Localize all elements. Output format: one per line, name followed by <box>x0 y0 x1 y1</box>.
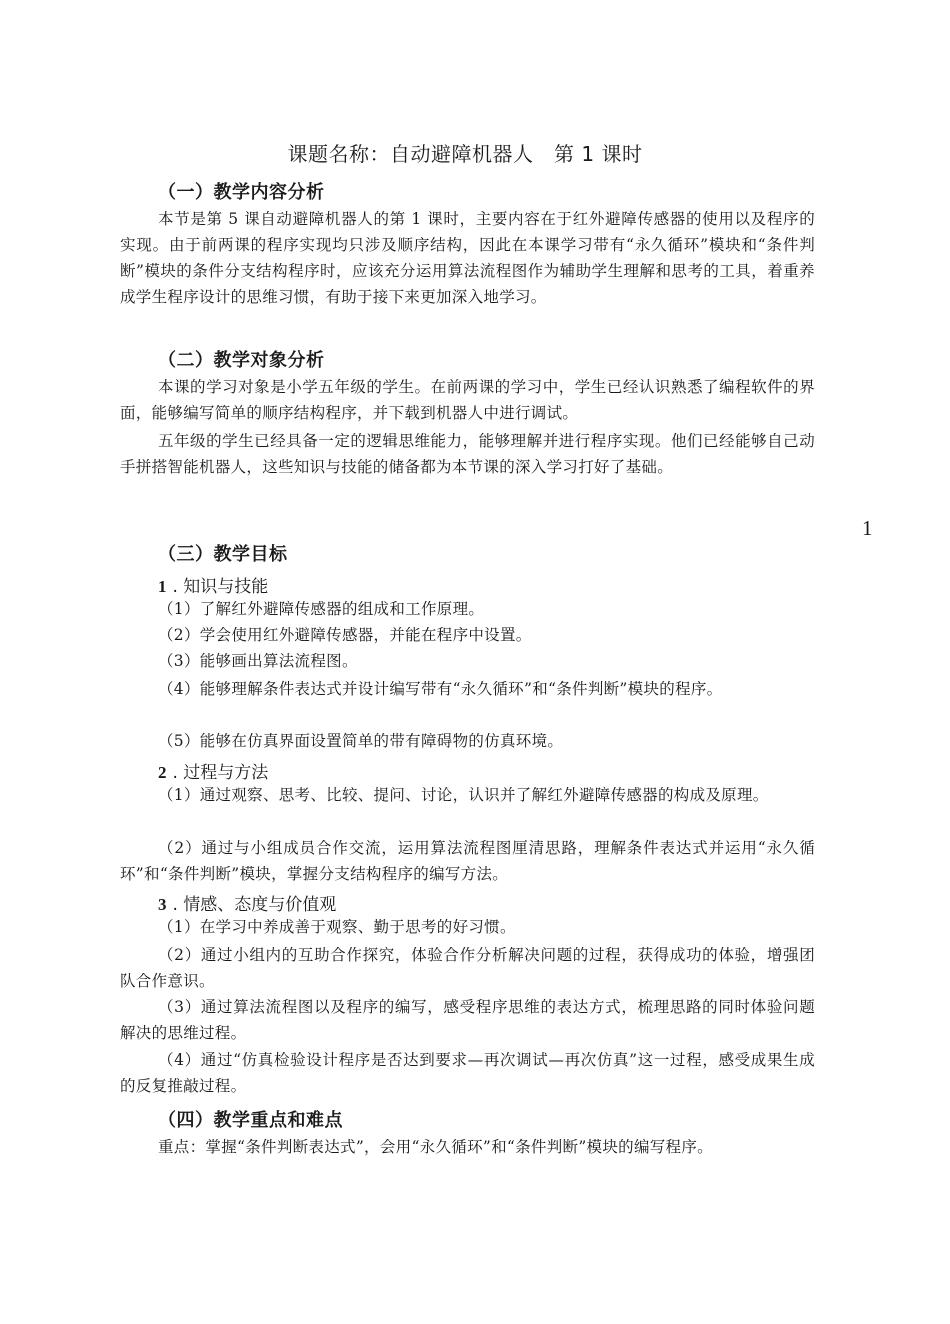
objective-item: （5）能够在仿真界面设置简单的带有障碍物的仿真环境。 <box>158 732 564 750</box>
objective-item: （2）学会使用红外避障传感器，并能在程序中设置。 <box>158 626 532 644</box>
page-number: 1 <box>862 516 873 540</box>
key-points-paragraph: 重点：掌握“条件判断表达式”，会用“永久循环”和“条件判断”模块的编写程序。 <box>158 1138 713 1156</box>
objective-item: （1）了解红外避障传感器的组成和工作原理。 <box>158 600 485 618</box>
objective-group-emotion-values: 3 . 情感、态度与价值观 <box>158 895 337 915</box>
lesson-title: 课题名称：自动避障机器人 第 1 课时 <box>287 142 643 166</box>
section-heading-objectives: （三）教学目标 <box>158 544 288 565</box>
objective-item: （1）在学习中养成善于观察、勤于思考的好习惯。 <box>158 918 516 936</box>
learner-analysis-paragraph-2: 五年级的学生已经具备一定的逻辑思维能力，能够理解并进行程序实现。他们已经能够自己动手拼搭智能机器人，这些知识与技能的储备都为本节课的深入学习打好了基础。 <box>120 432 815 476</box>
objective-item: （4）能够理解条件表达式并设计编写带有“永久循环”和“条件判断”模块的程序。 <box>158 680 723 698</box>
objective-item: （1）通过观察、思考、比较、提问、讨论，认识并了解红外避障传感器的构成及原理。 <box>158 786 769 804</box>
objective-group-process-methods: 2 . 过程与方法 <box>158 763 269 783</box>
content-analysis-paragraph: 本节是第 5 课自动避障机器人的第 1 课时，主要内容在于红外避障传感器的使用以及程序的实现。由于前两课的程序实现均只涉及顺序结构，因此在本课学习带有“永久循环”模块和“条件判断”模块的条件分支结构程序时，应该充分运用算法流程图作为辅助学生理解和思考的工具，着重养成学生程序设计的思维习惯，有助于接下来更加深入地学习。 <box>120 210 815 306</box>
section-heading-content-analysis: （一）教学内容分析 <box>158 182 325 203</box>
objective-group-knowledge-skills: 1 . 知识与技能 <box>158 577 269 597</box>
objective-group-number: 3 <box>158 895 167 914</box>
objective-item: （2）通过与小组成员合作交流，运用算法流程图厘清思路，理解条件表达式并运用“永久循环”和“条件判断”模块，掌握分支结构程序的编写方法。 <box>120 839 815 883</box>
objective-group-number: 1 <box>158 577 167 596</box>
objective-item: （3）能够画出算法流程图。 <box>158 652 358 670</box>
learner-analysis-paragraph-1: 本课的学习对象是小学五年级的学生。在前两课的学习中，学生已经认识熟悉了编程软件的界面，能够编写简单的顺序结构程序，并下载到机器人中进行调试。 <box>120 378 815 422</box>
objective-item: （4）通过“仿真检验设计程序是否达到要求—再次调试—再次仿真”这一过程，感受成果生成的反复推敲过程。 <box>120 1051 815 1095</box>
objective-item: （2）通过小组内的互助合作探究，体验合作分析解决问题的过程，获得成功的体验，增强团队合作意识。 <box>120 946 815 990</box>
section-heading-key-points: （四）教学重点和难点 <box>158 1110 343 1131</box>
section-heading-learner-analysis: （二）教学对象分析 <box>158 350 325 371</box>
objective-group-number: 2 <box>158 763 167 782</box>
objective-item: （3）通过算法流程图以及程序的编写，感受程序思维的表达方式，梳理思路的同时体验问题解决的思维过程。 <box>120 998 815 1042</box>
